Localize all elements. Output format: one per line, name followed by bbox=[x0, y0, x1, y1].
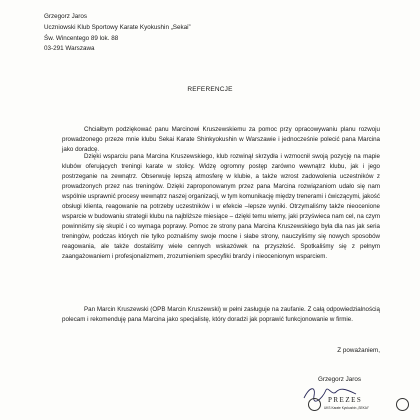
sender-address bbox=[44, 12, 191, 55]
document-title: REFERENCJE bbox=[187, 86, 233, 93]
closing-greeting: Z poważaniem, bbox=[337, 347, 380, 354]
sender-organization: Uczniowski Klub Sportowy Karate Kyokushin „Sekai” bbox=[44, 23, 191, 31]
club-logo-icon bbox=[308, 398, 321, 411]
paragraph-intro: Chciałbym podziękować panu Marcinowi Kruszewskiemu za pomoc przy opracowywaniu planu rozwoju prowadzonego przeze mnie klubu Sekai Karate Shinkyokushin w Warszawie i jednocześnie polecić pana Marcina jako doradcę. bbox=[62, 126, 380, 154]
sender-name: Grzegorz Jaros bbox=[44, 13, 88, 20]
sender-city: 03-291 Warszawa bbox=[44, 45, 95, 53]
sender-street: Św. Wincentego 89 lok. 88 bbox=[44, 34, 119, 42]
signature-name: Grzegorz Jaros bbox=[318, 376, 362, 383]
stamp-title: PREZES bbox=[328, 396, 363, 404]
stamp-subtitle: UKS Karate Kyokushin „SEKAI” bbox=[324, 406, 369, 410]
official-stamp bbox=[306, 396, 414, 420]
paragraph-recommendation: Pan Marcin Kruszewski (OPB Marcin Kruszewski) w pełni zasługuje na zaufanie. Z całą odpowiedzialnością polecam i rekomenduję pana Marcina jako specjalistę, który doradzi jak poprawić funkcjonowanie w firmie. bbox=[62, 306, 380, 324]
paragraph-support: Dzięki wsparciu pana Marcina Kruszewskiego, klub rozwinął skrzydła i wzmocnił swoją pozycję na mapie klubów oferujących treningi karate w stolicy. Widzę ogromny postęp zarówno wewnątrz klubu, jak i jego postrzeganie na zewnątrz. Obserwuję lepszą atmosferę w klubie, a także wzrost zadowolenia uczestników z prowadzonych przez nas treningów. Dzięki zaproponowanym przez pana Marcina rozwiązaniom udało się nam wspólnie usprawnić procesy wewnątrz naszej organizacji, w tym komunikację między trenerami i ćwiczącymi, jakość obsługi klienta, reagowanie na potrzeby uczestników i w efekcie –lepsze wyniki. Otrzymaliśmy także nieocenione wsparcie w budowaniu strategii klubu na najbliższe miesiące – dzięki temu wiemy, jaki przyświeca nam cel, na czym powinniśmy się skupić i co wymaga poprawy. Pomoc ze strony pana Marcina Kruszewskiego była dla nas jak seria treningów, podczas których nie tylko poznaliśmy swoje mocne i słabe strony, nauczyliśmy się nowych sposobów reagowania, ale także dostaliśmy wiele cennych wskazówek na przyszłość. Spotkaliśmy się z pełnym zaangażowaniem i profesjonalizmem, zrozumieniem specyfiki branży i nieocenionym wsparciem. bbox=[62, 153, 380, 261]
kyokushin-emblem-icon bbox=[396, 398, 409, 411]
